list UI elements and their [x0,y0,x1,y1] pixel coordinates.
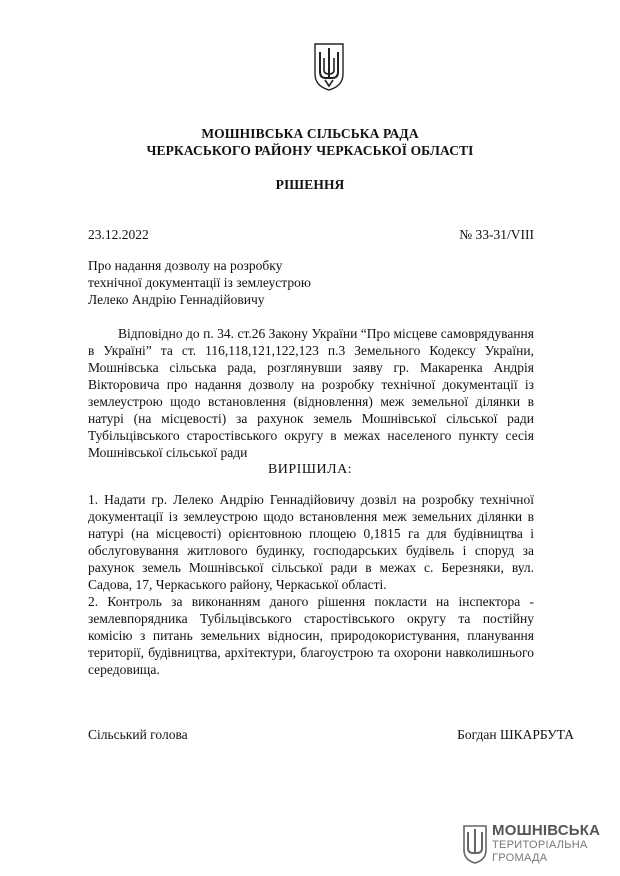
signatory-title: Сільський голова [88,727,188,742]
council-district: ЧЕРКАСЬКОГО РАЙОНУ ЧЕРКАСЬКОЇ ОБЛАСТІ [146,143,474,158]
decision-number: № 33-31/VIII [459,227,534,242]
decision-date: 23.12.2022 [88,227,149,242]
document-type: РІШЕННЯ [275,177,345,192]
community-logo [462,822,602,868]
subject-line: технічної документації із землеустрою [88,275,311,290]
resolution-items [88,491,534,678]
subject-line: Лелеко Андрію Геннадійовичу [88,292,265,307]
trident-coat-of-arms-icon [313,42,345,92]
preamble-paragraph: Відповідно до п. 34. ст.26 Закону України “Про місцеве самоврядування в Україні” та ст. 116,118,121,122,123 п.3 Земельного Кодексу України, Мошнівська сільська рада, розглянувши заяву гр. Макаренка Андрія Вікторовича про надання дозволу на розробку технічної документації із землеустрою щодо встановлення (відновлення) меж земельної ділянки в натурі (на місцевості) за рахунок земель Мошнівської сільської ради Тубільцівського старостівського округу в межах населеного пункту сесія Мошнівської сільської ради [88,326,534,460]
logo-title: МОШНІВСЬКА [492,822,601,839]
resolution-item: 2. Контроль за виконанням даного рішення покласти на інспектора - землевпорядника Тубільцівського старостівського округу та постійну комісію з питань земельних відносин, природокористування, планування території, будівництва, архітектури, благоустрою та охорони навколишнього середовища. [88,594,534,677]
signatory-name: Богдан ШКАРБУТА [457,727,574,742]
trident-logo-icon [462,824,488,864]
subject-line: Про надання дозволу на розробку [88,258,283,273]
logo-subtitle: ТЕРИТОРІАЛЬНА [492,839,588,851]
council-name: МОШНІВСЬКА СІЛЬСЬКА РАДА [201,126,419,141]
logo-subtitle-2: ГРОМАДА [492,852,548,864]
resolution-item: 1. Надати гр. Лелеко Андрію Геннадійовичу дозвіл на розробку технічної документації із землеустрою щодо встановлення меж земельних ділянки в натурі (на місцевості) орієнтовною площею 0,1815 га для будівництва і обслуговування житлового будинку, господарських будівель і споруд за рахунок земель Мошнівської сільської ради в межах с. Березняки, вул. Садова, 17, Черкаського району, Черкаської області. [88,492,534,592]
decision-subject [88,257,311,308]
resolved-heading: ВИРІШИЛА: [267,462,353,477]
